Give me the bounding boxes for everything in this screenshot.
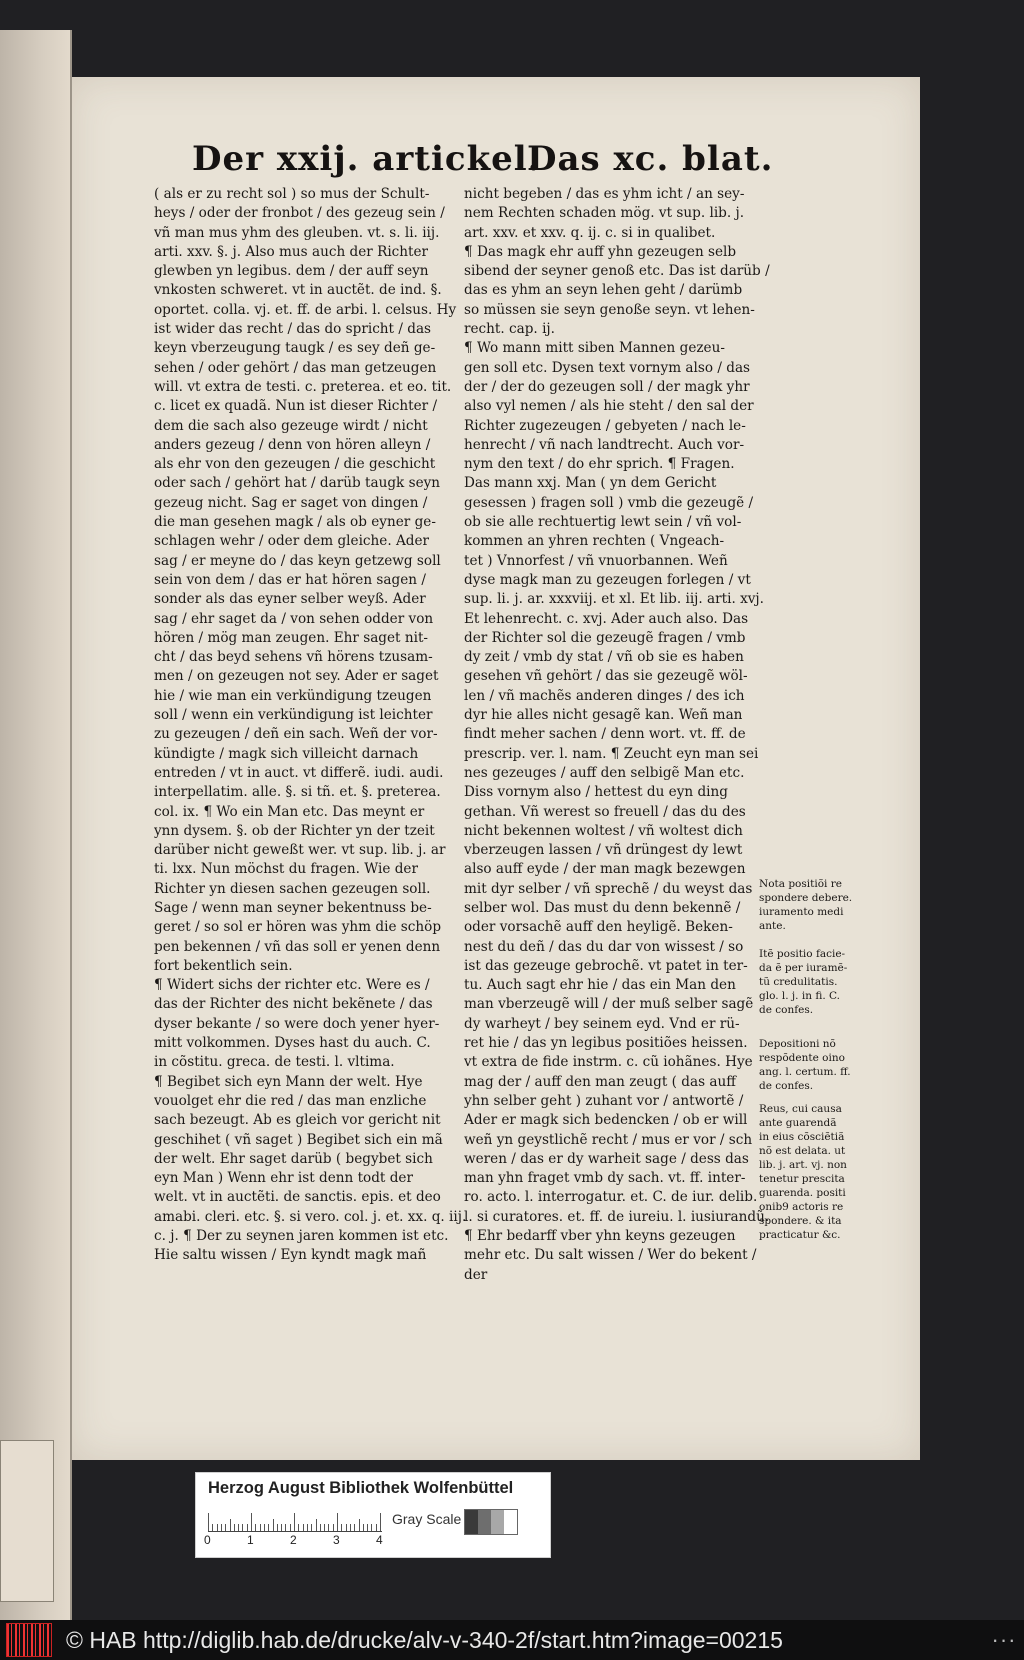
margin-note-line: practicatur &c. bbox=[759, 1229, 841, 1241]
previous-page-edge bbox=[0, 30, 72, 1620]
text-line: art. xxv. et xxv. q. ij. c. si in qualibet. bbox=[464, 224, 716, 241]
text-line: zu gezeugen / deñ ein sach. Weñ der vor- bbox=[154, 726, 438, 743]
text-line: weren / das er dy warheit sage / dess das bbox=[464, 1150, 749, 1167]
gray-patch bbox=[504, 1510, 517, 1534]
text-line: ¶ Widert sichs der richter etc. Were es / bbox=[154, 977, 430, 994]
text-line: oder sach / gehört hat / darüb taugk seyn bbox=[154, 475, 441, 492]
margin-note-line: tenetur prescita bbox=[759, 1173, 845, 1185]
text-line: anders gezeug / denn von hören alleyn / bbox=[154, 436, 431, 453]
more-menu-icon[interactable]: ··· bbox=[991, 1627, 1017, 1652]
library-name: Herzog August Bibliothek Wolfenbüttel bbox=[208, 1479, 514, 1497]
text-line: Sage / wenn man seyner bekentnuss be- bbox=[154, 899, 432, 916]
text-line: ro. acto. l. interrogatur. et. C. de iur. delib. bbox=[464, 1189, 758, 1206]
text-line: keyn vberzeugung taugk / es sey deñ ge- bbox=[154, 340, 436, 357]
text-line: vouolget ehr die red / das man enzliche bbox=[154, 1092, 427, 1109]
text-line: glewben yn legibus. dem / der auff seyn bbox=[154, 263, 429, 280]
text-line: will. vt extra de testi. c. preterea. et eo. tit. bbox=[154, 378, 452, 395]
color-scale-target bbox=[195, 1472, 551, 1558]
ruler-tick bbox=[273, 1519, 274, 1531]
ruler-tick bbox=[260, 1524, 261, 1531]
margin-note-line: lib. j. art. vj. non bbox=[759, 1159, 847, 1171]
text-line: c. j. ¶ Der zu seynen jaren kommen ist etc. bbox=[154, 1228, 449, 1245]
margin-note bbox=[759, 947, 847, 1017]
text-line: kommen an yhren rechten ( Vngeach- bbox=[464, 533, 725, 550]
margin-note bbox=[759, 1102, 847, 1242]
ruler-tick bbox=[225, 1524, 226, 1531]
text-line: entreden / vt in auct. vt differẽ. iudi. audi. bbox=[154, 764, 444, 781]
ruler-tick bbox=[354, 1524, 355, 1531]
text-line: tet ) Vnnorfest / vñ vnuorbannen. Weñ bbox=[464, 552, 728, 569]
ruler-tick bbox=[242, 1524, 243, 1531]
margin-note-line: Nota positiõi re bbox=[759, 878, 842, 890]
text-line: gethan. Vñ werest so freuell / das du des bbox=[464, 803, 746, 820]
ruler-tick bbox=[268, 1524, 269, 1531]
ruler-tick bbox=[376, 1524, 377, 1531]
text-line: nym den text / do ehr sprich. ¶ Fragen. bbox=[464, 456, 735, 473]
ruler-tick bbox=[277, 1524, 278, 1531]
text-line: also vyl nemen / als hie steht / den sal der bbox=[464, 398, 754, 415]
ruler-tick bbox=[217, 1524, 218, 1531]
margin-note-line: in eius cõsciẽtiã bbox=[759, 1131, 845, 1143]
text-line: fort bekentlich sein. bbox=[154, 957, 293, 974]
ruler-tick bbox=[303, 1524, 304, 1531]
margin-note-line: spondere debere. bbox=[759, 892, 853, 904]
text-line: l. si curatores. et. ff. de iureiu. l. iusiurandũ. bbox=[464, 1208, 770, 1225]
text-line: Das mann xxj. Man ( yn dem Gericht bbox=[464, 475, 717, 492]
text-line: len / vñ machẽs anderen dinges / des ich bbox=[464, 687, 745, 704]
ruler-tick bbox=[247, 1524, 248, 1531]
text-line: in cõstitu. greca. de testi. l. vltima. bbox=[154, 1054, 395, 1071]
ruler-tick bbox=[333, 1524, 334, 1531]
text-line: sibend der seyner genoß etc. Das ist darüb / bbox=[464, 263, 770, 280]
text-line: cht / das beyd sehens vñ hörens tzusam- bbox=[154, 649, 433, 666]
footer-copyright-url[interactable]: © HAB http://diglib.hab.de/drucke/alv-v-340-2f/start.htm?image=00215 bbox=[66, 1626, 783, 1653]
ruler-tick bbox=[234, 1524, 235, 1531]
ruler-tick bbox=[350, 1524, 351, 1531]
text-line: so müssen sie seyn genoße seyn. vt lehen- bbox=[464, 301, 755, 318]
text-line: ti. lxx. Nun möchst du fragen. Wie der bbox=[154, 861, 418, 878]
margin-note-line: Itẽ positio facie- bbox=[759, 948, 846, 960]
text-line: der welt. Ehr saget darüb ( begybet sich bbox=[154, 1150, 433, 1167]
text-line: man vberzeugẽ will / der muß selber sagẽ bbox=[464, 996, 754, 1013]
text-line: ob sie alle rechtuertig lewt sein / vñ vol- bbox=[464, 514, 742, 531]
ruler-tick bbox=[346, 1524, 347, 1531]
text-line: der / der do gezeugen soll / der magk yhr bbox=[464, 378, 750, 395]
ruler-tick bbox=[285, 1524, 286, 1531]
text-line: ¶ Das magk ehr auff yhn gezeugen selb bbox=[464, 243, 737, 260]
ruler-number: 3 bbox=[333, 1533, 340, 1547]
book-spine-label bbox=[0, 1440, 54, 1602]
text-line: soll / wenn ein verkündigung ist leichter bbox=[154, 707, 433, 724]
text-line: das der Richter des nicht bekẽnete / das bbox=[154, 996, 433, 1013]
text-line: men / on gezeugen not sey. Ader er saget bbox=[154, 668, 439, 685]
ruler-number: 2 bbox=[290, 1533, 297, 1547]
margin-note-line: ante. bbox=[759, 920, 786, 932]
text-line: nest du deñ / das du dar von wissest / so bbox=[464, 938, 744, 955]
margin-note-line: spondere. & ita bbox=[759, 1215, 842, 1227]
text-line: gezeug nicht. Sag er saget von dingen / bbox=[154, 494, 428, 511]
gray-patch bbox=[491, 1510, 504, 1534]
margin-note-line: ante guarendã bbox=[759, 1117, 837, 1129]
margin-note-line: da ẽ per iuramẽ- bbox=[759, 962, 848, 974]
ruler-tick bbox=[251, 1513, 252, 1531]
text-line: gesessen ) fragen soll ) vmb die gezeugẽ / bbox=[464, 494, 754, 511]
ruler-tick bbox=[341, 1524, 342, 1531]
text-line: mehr etc. Du salt wissen / Wer do bekent / bbox=[464, 1247, 757, 1264]
text-line: das es yhm an seyn lehen geht / darümb bbox=[464, 282, 743, 299]
text-line: dy warheyt / bey seinem eyd. Vnd er rü- bbox=[464, 1015, 740, 1032]
ruler-tick bbox=[307, 1524, 308, 1531]
ruler-tick bbox=[208, 1513, 209, 1531]
text-line: Richter yn diesen sachen gezeugen soll. bbox=[154, 880, 431, 897]
ruler-tick bbox=[371, 1524, 372, 1531]
margin-note-line: Depositioni nõ bbox=[759, 1038, 836, 1050]
text-line: ist wider das recht / das do spricht / das bbox=[154, 321, 432, 338]
text-line: col. ix. ¶ Wo ein Man etc. Das meynt er bbox=[154, 803, 425, 820]
ruler-number: 0 bbox=[204, 1533, 211, 1547]
margin-note-line: Reus, cui causa bbox=[759, 1103, 842, 1115]
ruler-tick bbox=[359, 1519, 360, 1531]
text-line: findt meher sachen / denn wort. vt. ff. de bbox=[464, 726, 746, 743]
text-line: geret / so sol er hören was yhm die schöp bbox=[154, 919, 442, 936]
text-line: hören / mög man zeugen. Ehr saget nit- bbox=[154, 629, 428, 646]
text-line: nicht bekennen woltest / vñ woltest dich bbox=[464, 822, 743, 839]
gray-patch bbox=[465, 1510, 478, 1534]
text-line: vñ man mus yhm des gleuben. vt. s. li. iij. bbox=[154, 224, 440, 241]
text-line: eyn Man ) Wenn ehr ist denn todt der bbox=[154, 1170, 413, 1187]
ruler-tick bbox=[294, 1513, 295, 1531]
text-line: ( als er zu recht sol ) so mus der Schult- bbox=[154, 186, 430, 202]
text-line: oportet. colla. vj. et. ff. de arbi. l. celsus. Hy bbox=[154, 301, 457, 318]
text-line: mag der / auff den man zeugt ( das auff bbox=[464, 1073, 736, 1090]
ruler-tick bbox=[298, 1524, 299, 1531]
barcode-icon bbox=[6, 1623, 52, 1657]
text-line: Hie saltu wissen / Eyn kyndt magk mañ bbox=[154, 1247, 427, 1264]
text-line: henrecht / vñ nach landtrecht. Auch vor- bbox=[464, 436, 745, 453]
ruler-tick bbox=[290, 1524, 291, 1531]
ruler-tick bbox=[212, 1524, 213, 1531]
text-line: Et lehenrecht. c. xvj. Ader auch also. Das bbox=[464, 610, 749, 627]
text-line: sonder als das eyner selber weyß. Ader bbox=[154, 591, 426, 608]
text-line: ist das gezeuge gebrochẽ. vt patet in ter- bbox=[464, 957, 748, 974]
ruler-number: 4 bbox=[376, 1533, 383, 1547]
measurement-ruler bbox=[208, 1511, 382, 1532]
ruler-number: 1 bbox=[247, 1533, 254, 1547]
ruler-tick bbox=[363, 1524, 364, 1531]
text-line: die man gesehen magk / als ob eyner ge- bbox=[154, 514, 436, 531]
ruler-tick bbox=[311, 1524, 312, 1531]
gray-scale-patches bbox=[464, 1509, 518, 1535]
ruler-tick bbox=[316, 1519, 317, 1531]
text-line: oder vorsachẽ auff den heyligẽ. Beken- bbox=[464, 919, 733, 936]
text-line: geschihet ( vñ saget ) Begibet sich ein mã bbox=[154, 1131, 443, 1148]
text-line: der bbox=[464, 1266, 488, 1283]
margin-note-line: respõdente oino bbox=[759, 1052, 845, 1064]
text-line: gen soll etc. Dysen text vornym also / das bbox=[464, 359, 751, 376]
text-line: als ehr von den gezeugen / die geschicht bbox=[154, 456, 436, 473]
text-line: also auff eyde / der man magk bezewgen bbox=[464, 861, 746, 878]
gray-scale-label: Gray Scale bbox=[392, 1511, 462, 1527]
margin-note-line: glo. l. j. in fi. C. bbox=[759, 990, 840, 1002]
text-line: c. licet ex quadã. Nun ist dieser Richter / bbox=[154, 398, 438, 415]
margin-note bbox=[759, 877, 852, 933]
text-line: pen bekennen / vñ das soll er yenen denn bbox=[154, 938, 441, 955]
text-line: nicht begeben / das es yhm icht / an sey- bbox=[464, 186, 745, 202]
text-line: gesehen vñ gehört / das sie gezeugẽ wöl- bbox=[464, 668, 748, 685]
margin-note-line: ang. l. certum. ff. bbox=[759, 1066, 851, 1078]
text-line: sag / ehr saget da / von sehen odder von bbox=[154, 610, 434, 627]
text-line: mit dyr selber / vñ sprechẽ / du weyst das bbox=[464, 880, 753, 897]
text-line: Richter zugezeugen / gebyeten / nach le- bbox=[464, 417, 746, 434]
text-line: heys / oder der fronbot / des gezeug sein / bbox=[154, 205, 445, 222]
text-line: hie / wie man ein verkündigung tzeugen bbox=[154, 687, 432, 704]
text-line: kündigte / magk sich villeicht darnach bbox=[154, 745, 419, 762]
ruler-tick bbox=[320, 1524, 321, 1531]
ruler-tick bbox=[230, 1519, 231, 1531]
text-line: nes gezeuges / auff den selbigẽ Man etc. bbox=[464, 764, 745, 781]
ruler-tick bbox=[281, 1524, 282, 1531]
text-line: dyser bekante / so were doch yener hyer- bbox=[154, 1015, 440, 1032]
margin-note-line: iuramento medi bbox=[759, 906, 844, 918]
text-line: sein von dem / das er hat hören sagen / bbox=[154, 571, 426, 588]
text-line: darüber nicht geweßt wer. vt sup. lib. j. ar bbox=[154, 842, 446, 859]
text-line: vt extra de fide instrm. c. cũ iohãnes. Hye bbox=[464, 1054, 753, 1071]
ruler-tick bbox=[264, 1524, 265, 1531]
margin-note-line: nõ est delata. ut bbox=[759, 1145, 846, 1157]
text-line: ret hie / das yn legibus positiões heissen. bbox=[464, 1035, 748, 1052]
text-line: sag / er meyne do / das keyn getzewg soll bbox=[154, 552, 441, 569]
text-line: yhn selber geht ) zuhant vor / antwortẽ / bbox=[464, 1092, 744, 1109]
text-line: ¶ Ehr bedarff vber yhn keyns gezeugen bbox=[464, 1228, 736, 1245]
text-line: amabi. cleri. etc. §. si vero. col. j. et. xx. q. iij. bbox=[154, 1208, 467, 1225]
text-line: dem die sach also gezeuge wirdt / nicht bbox=[154, 417, 428, 434]
text-line: sehen / oder gehört / das man getzeugen bbox=[154, 359, 437, 376]
text-line: selber wol. Das must du denn bekennẽ / bbox=[464, 899, 741, 916]
footer-bar bbox=[0, 1620, 1024, 1660]
text-line: man yhn fraget vmb dy sach. vt. ff. inter- bbox=[464, 1170, 746, 1187]
text-line: Ader er magk sich bedencken / ob er will bbox=[464, 1112, 748, 1129]
text-line: interpellatim. alle. §. si tñ. et. §. preterea. bbox=[154, 784, 441, 801]
gray-patch bbox=[478, 1510, 491, 1534]
ruler-tick bbox=[328, 1524, 329, 1531]
margin-note-line: tũ credulitatis. bbox=[759, 976, 838, 988]
text-line: prescrip. ver. l. nam. ¶ Zeucht eyn man sei bbox=[464, 745, 759, 762]
ruler-tick bbox=[337, 1513, 338, 1531]
text-line: schlagen wehr / oder dem gleiche. Ader bbox=[154, 533, 430, 550]
text-line: tu. Auch sagt ehr hie / das ein Man den bbox=[464, 977, 736, 994]
page-header-left: Der xxij. artickel. bbox=[192, 139, 541, 179]
text-line: weñ yn geystlichẽ recht / mus er vor / sch bbox=[464, 1131, 753, 1148]
text-line: ¶ Wo mann mitt siben Mannen gezeu- bbox=[464, 340, 725, 357]
text-line: vnkosten schweret. vt in auctẽt. de ind. §. bbox=[154, 282, 442, 299]
ruler-tick bbox=[238, 1524, 239, 1531]
margin-note-line: onib9 actoris re bbox=[759, 1201, 844, 1213]
margin-note-line: de confes. bbox=[759, 1080, 814, 1092]
margin-note-line: de confes. bbox=[759, 1004, 814, 1016]
text-line: sach bezeugt. Ab es gleich vor gericht nit bbox=[154, 1112, 441, 1129]
text-line: vberzeugen lassen / vñ drüngest dy lewt bbox=[464, 842, 743, 859]
text-line: recht. cap. ij. bbox=[464, 321, 555, 338]
text-line: dyse magk man zu gezeugen forlegen / vt bbox=[464, 571, 751, 588]
ruler-tick bbox=[380, 1513, 381, 1531]
text-line: mitt volkommen. Dyses hast du auch. C. bbox=[154, 1035, 431, 1052]
text-line: ¶ Begibet sich eyn Mann der welt. Hye bbox=[154, 1073, 423, 1090]
text-line: dyr hie alles nicht gesagẽ kan. Weñ man bbox=[464, 707, 743, 724]
page-header-right: Das xc. blat. bbox=[527, 139, 774, 179]
text-line: welt. vt in auctẽti. de sanctis. epis. et deo bbox=[154, 1189, 441, 1206]
book-page bbox=[72, 77, 920, 1460]
text-line: nem Rechten schaden mög. vt sup. lib. j. bbox=[464, 205, 745, 222]
margin-note bbox=[759, 1037, 851, 1093]
text-line: dy zeit / vmb dy stat / vñ ob sie es haben bbox=[464, 649, 744, 666]
text-line: der Richter sol die gezeugẽ fragen / vmb bbox=[464, 629, 746, 646]
text-line: arti. xxv. §. j. Also mus auch der Richter bbox=[154, 243, 429, 260]
margin-note-line: guarenda. positi bbox=[759, 1187, 846, 1199]
text-line: Diss vornym also / hettest du eyn ding bbox=[464, 784, 728, 801]
text-line: sup. li. j. ar. xxxviij. et xl. Et lib. iij. arti. xvj. bbox=[464, 591, 764, 608]
ruler-tick bbox=[255, 1524, 256, 1531]
text-line: ynn dysem. §. ob der Richter yn der tzeit bbox=[154, 822, 435, 839]
ruler-tick bbox=[221, 1524, 222, 1531]
ruler-tick bbox=[324, 1524, 325, 1531]
ruler-tick bbox=[367, 1524, 368, 1531]
